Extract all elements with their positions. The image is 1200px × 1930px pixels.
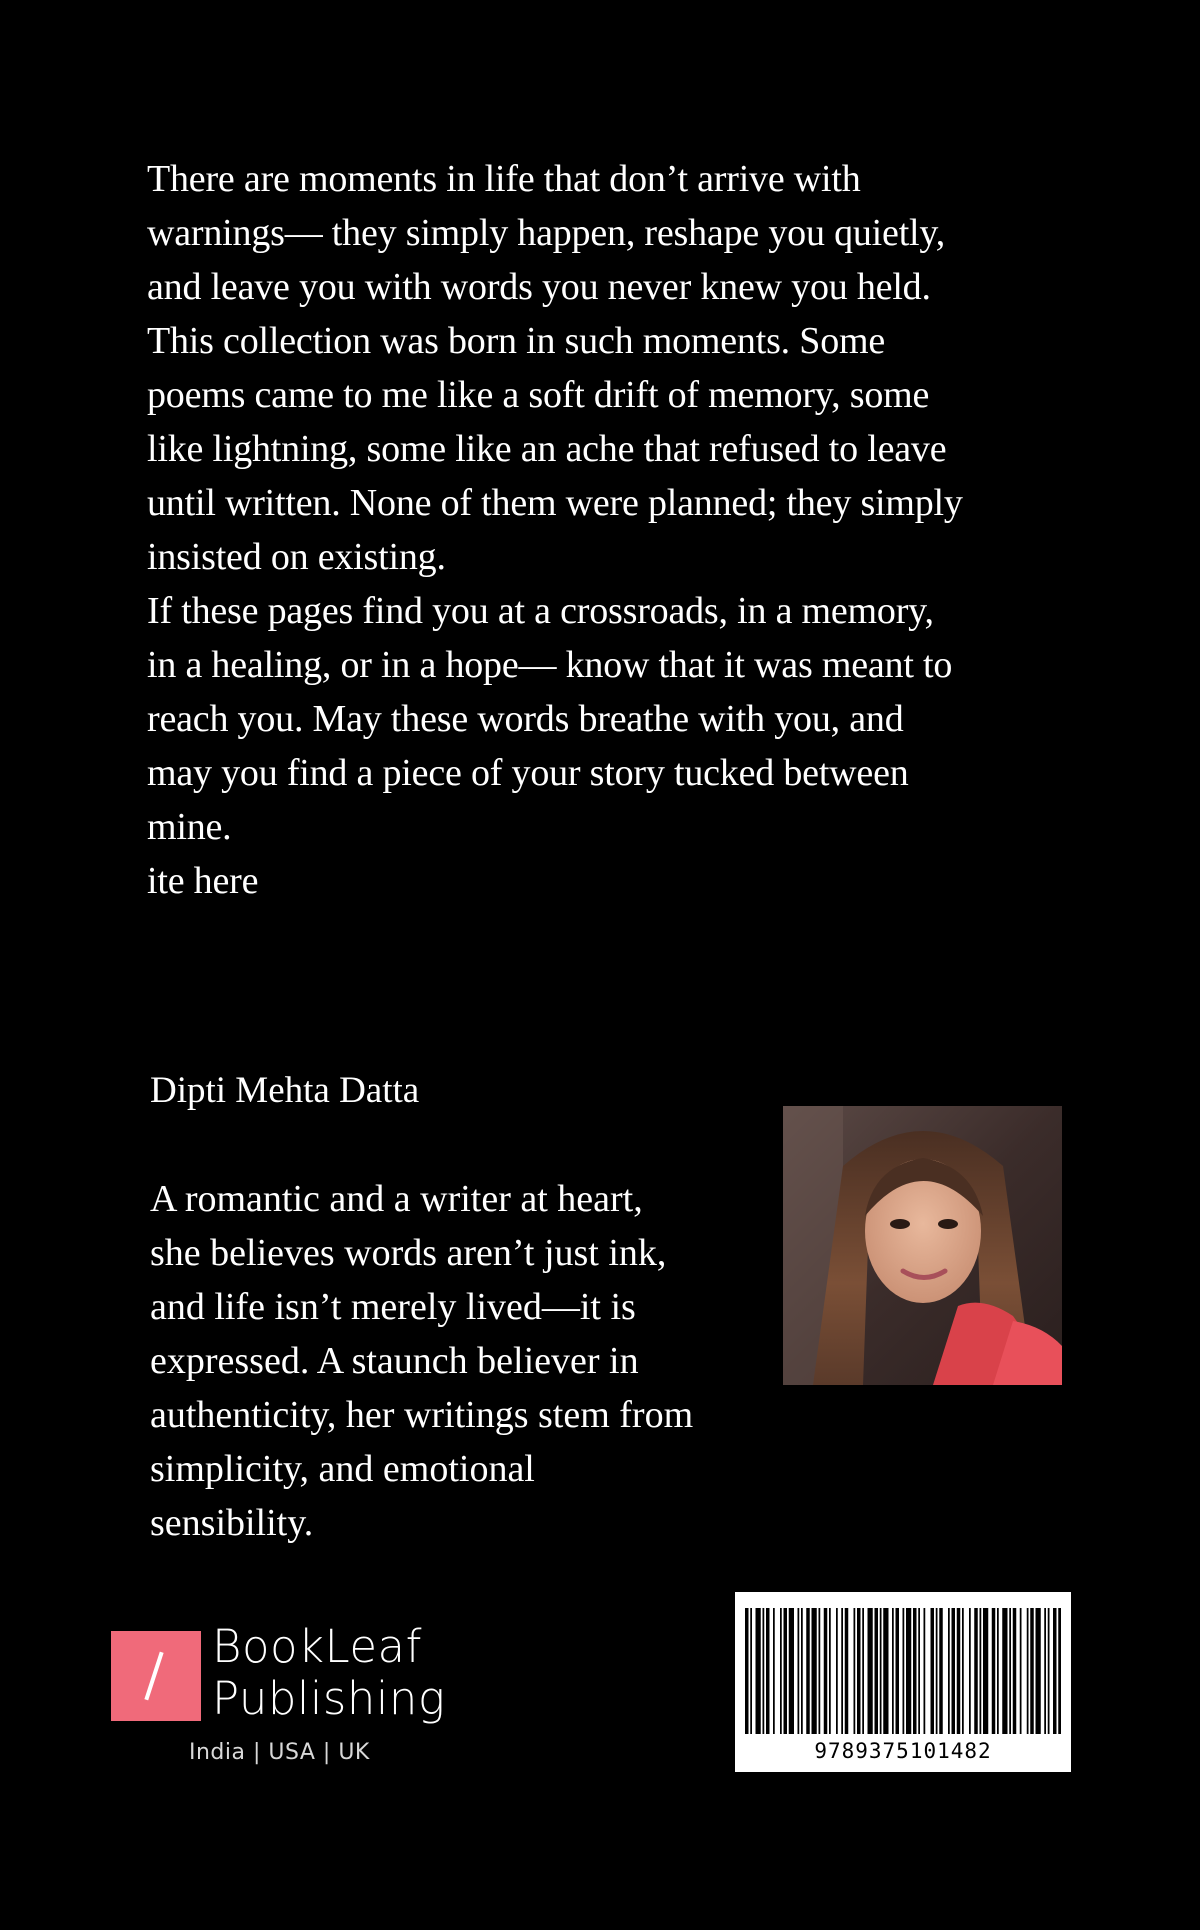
barcode-bar [1058, 1608, 1061, 1734]
barcode-bar [1048, 1608, 1050, 1734]
barcode-bar [957, 1608, 961, 1734]
barcode-bar [806, 1608, 810, 1734]
barcode-bar [789, 1608, 794, 1734]
isbn-number: 9789375101482 [814, 1739, 992, 1763]
barcode-bar [1020, 1608, 1022, 1734]
barcode-bar [836, 1608, 838, 1734]
barcode-bar [913, 1608, 917, 1734]
barcode-bar [801, 1608, 803, 1734]
barcode-bar [868, 1608, 873, 1734]
barcode-bar [1030, 1608, 1034, 1734]
barcode-bar [1013, 1608, 1017, 1734]
barcode-bar [819, 1608, 821, 1734]
author-name: Dipti Mehta Datta [150, 1070, 420, 1111]
barcode-bar [939, 1608, 943, 1734]
barcode-bar [903, 1608, 905, 1734]
barcode-bar [974, 1608, 978, 1734]
blurb-paragraph-2: If these pages find you at a crossroads, in a memory, in a healing, or in a hope— know that it was meant to reach you. May these words breathe with you, and may you find a piece of your story tucked between mine. [147, 590, 953, 848]
barcode-bar [812, 1608, 817, 1734]
barcode-bar [880, 1608, 882, 1734]
barcode-bar [854, 1608, 856, 1734]
slash-logo-icon [111, 1631, 201, 1721]
barcode-bars [745, 1608, 1061, 1734]
barcode-bar [845, 1608, 849, 1734]
barcode-bar [756, 1608, 761, 1734]
barcode-bar [857, 1608, 861, 1734]
barcode-bar [931, 1608, 935, 1734]
publisher-logo [111, 1620, 471, 1777]
barcode-bar [875, 1608, 879, 1734]
barcode-bar [906, 1608, 911, 1734]
barcode-bar [829, 1608, 831, 1734]
publisher-name: BookLeaf Publishing [212, 1620, 446, 1725]
barcode-bar [1009, 1608, 1011, 1734]
barcode-bar [997, 1608, 999, 1734]
barcode-bar [952, 1608, 956, 1734]
barcode-bar [992, 1608, 996, 1734]
barcode-bar [745, 1608, 749, 1734]
barcode-bar [824, 1608, 828, 1734]
barcode-bar [798, 1608, 800, 1734]
barcode-bar [948, 1608, 950, 1734]
author-bio: A romantic and a writer at heart, she believes words aren’t just ink, and life isn’t merely lived—it is expressed. A staunch believer in authenticity, her writings stem from simplicity, and emotional sensibility. [150, 1178, 694, 1544]
barcode-bar [773, 1608, 775, 1734]
barcode-bar [969, 1608, 971, 1734]
publisher-regions: India | USA | UK [189, 1740, 370, 1765]
barcode-bar [1044, 1608, 1046, 1734]
barcode-bar [983, 1608, 988, 1734]
barcode-bar [936, 1608, 938, 1734]
barcode-bar [1053, 1608, 1057, 1734]
barcode-bar [980, 1608, 982, 1734]
barcode-bar [766, 1608, 770, 1734]
barcode-bar [883, 1608, 888, 1734]
blurb-paragraph-1: There are moments in life that don’t arrive with warnings— they simply happen, reshape you quietly, and leave you with words you never knew you held. This collection was born in such moments. Some poems came to me like a soft drift of memory, some like lightning, some like an ache that refused to leave until written. None of them were planned; they simply insisted on existing. [147, 158, 963, 578]
barcode-bar [780, 1608, 782, 1734]
barcode-bar [784, 1608, 788, 1734]
barcode-bar [918, 1608, 920, 1734]
author-photo [783, 1106, 1062, 1385]
barcode-bar [1027, 1608, 1029, 1734]
blurb-leftover-text: ite here [147, 860, 259, 902]
isbn-barcode [735, 1592, 1071, 1772]
barcode-bar [750, 1608, 752, 1734]
barcode-bar [924, 1608, 926, 1734]
barcode-bar [962, 1608, 964, 1734]
barcode-bar [862, 1608, 864, 1734]
barcode-bar [1002, 1608, 1007, 1734]
barcode-bar [763, 1608, 765, 1734]
barcode-bar [841, 1608, 843, 1734]
book-blurb [147, 152, 1067, 908]
barcode-bar [1036, 1608, 1041, 1734]
barcode-bar [896, 1608, 900, 1734]
barcode-bar [892, 1608, 894, 1734]
